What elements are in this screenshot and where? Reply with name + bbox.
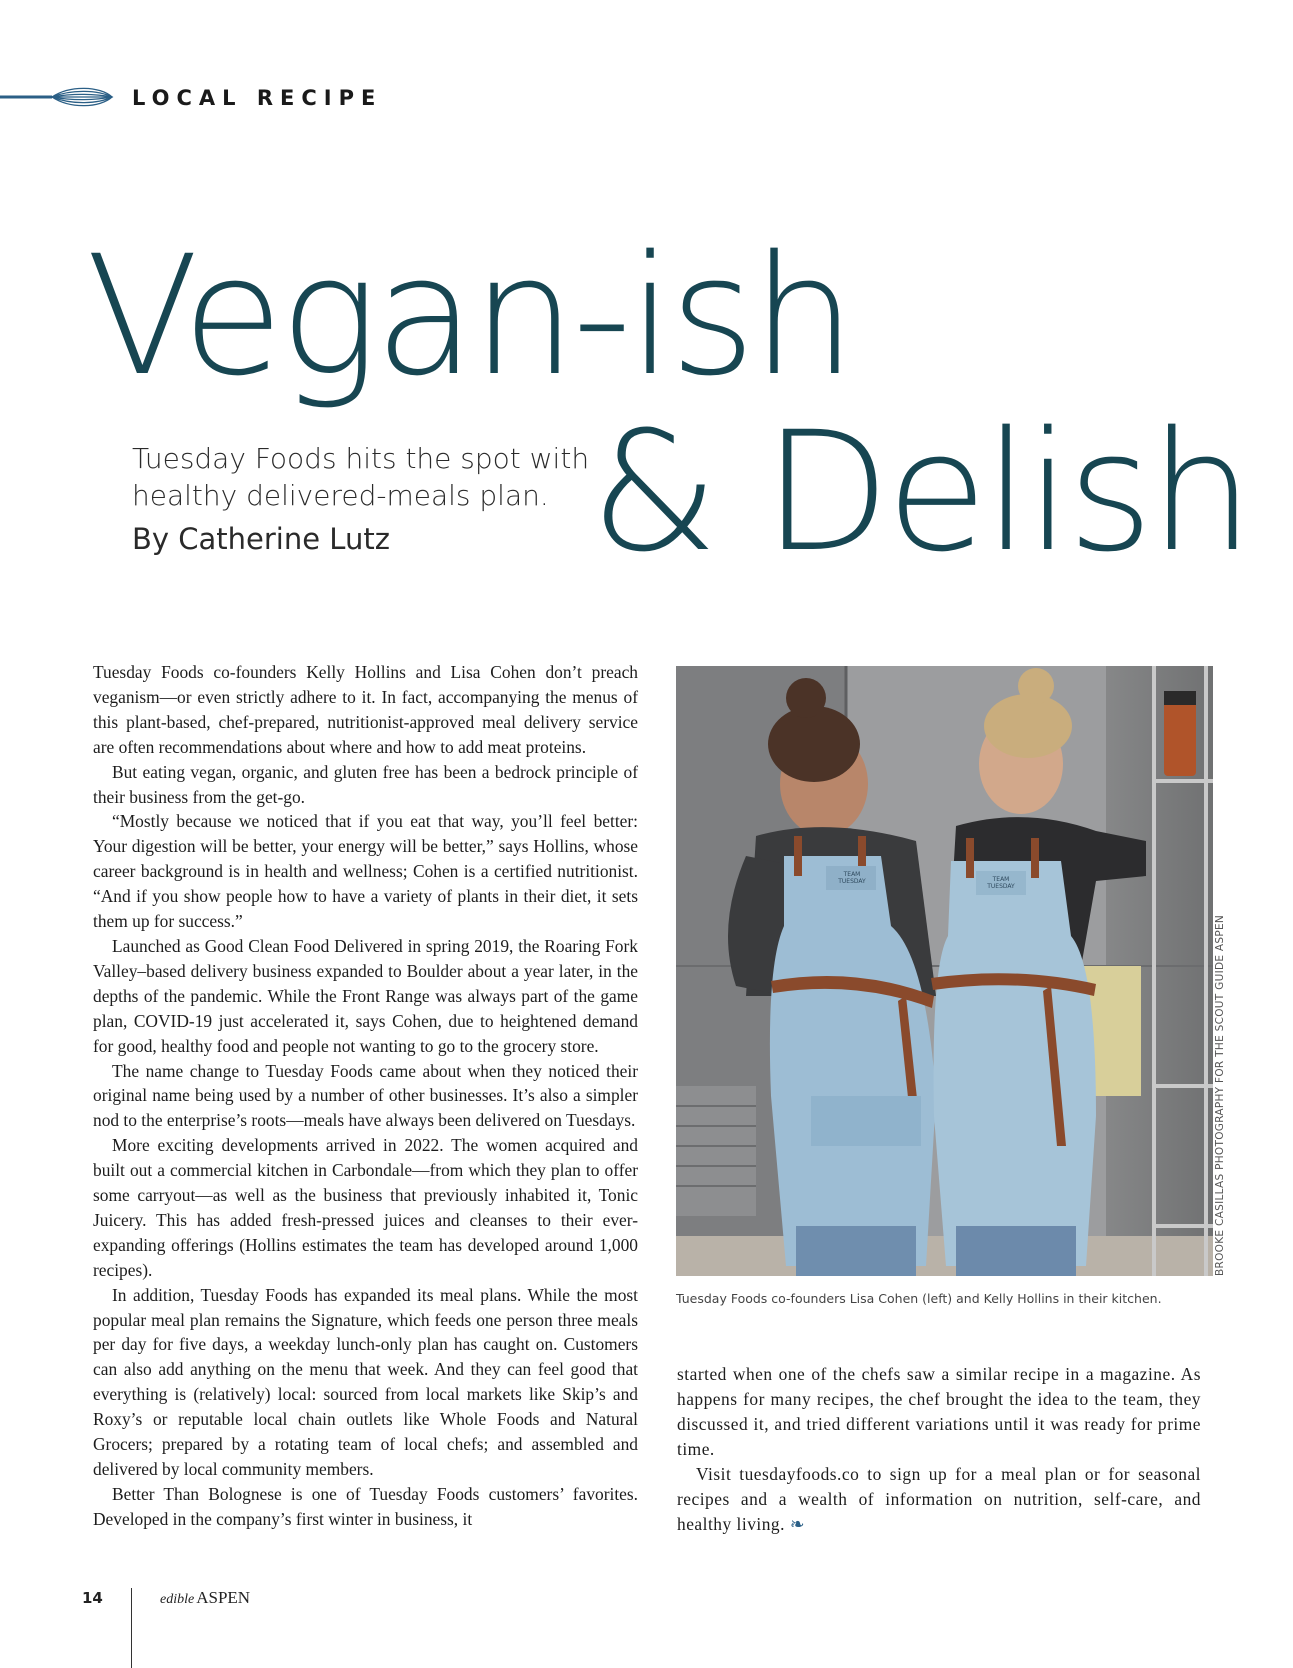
paragraph [677,1462,1201,1537]
paragraph: Tuesday Foods co-founders Kelly Hollins and Lisa Cohen don’t preach veganism—or even strictly adhere to it. In fact, accompanying the menus of this plant-based, chef-prepared, nutritionist-approved meal delivery service are often recommendations about where and how to add meat proteins. [93,662,638,757]
publication-title: ASPEN [196,1588,251,1607]
paragraph: In addition, Tuesday Foods has expanded its meal plans. While the most popular meal plan remains the Signature, which feeds one person three meals per day for five days, a weekday lunch-only plan has caught on. Customers can also add anything on the menu that week. And they can feel good that everything is (relatively) local: sourced from local markets like Skip’s and Roxy’s or reputable local chain outlets like Whole Foods and Natural Grocers; prepared by a rotating team of local chefs; and assembled and delivered by local community members. [93,1284,638,1479]
publication-name [160,1588,250,1608]
headline-line-1: Vegan-ish [86,220,853,412]
article-body-right [677,1362,1201,1537]
article-body-left [93,660,638,1532]
footer-divider [131,1588,132,1668]
photo-credit: BROOKE CASILLAS PHOTOGRAPHY FOR THE SCOUT GUIDE ASPEN [1214,914,1226,1276]
apron-label-left: TEAM TUESDAY [838,871,866,885]
paragraph: More exciting developments arrived in 2022. The women acquired and built out a commercial kitchen in Carbondale—from which they plan to offer some carryout—as well as the business that previously inhabited it, Tonic Juicery. This has added fresh-pressed juices and cleanses to their ever-expanding offerings (Hollins estimates the team has developed around 1,000 recipes). [93,1135,638,1280]
whisk-icon [0,84,115,110]
subheadline: Tuesday Foods hits the spot with healthy delivered-meals plan. [132,442,590,512]
publication-prefix: edible [160,1592,195,1607]
paragraph: The name change to Tuesday Foods came about when they noticed their original name being used by a number of other businesses. It’s also a simpler nod to the enterprise’s roots—meals have always been delivered on Tuesdays. [93,1060,638,1131]
cofounders-photo [676,666,1213,1276]
photo-caption: Tuesday Foods co-founders Lisa Cohen (left) and Kelly Hollins in their kitchen. [676,1291,1162,1306]
paragraph: “Mostly because we noticed that if you eat that way, you’ll feel better: Your digestion will be better, your energy will be better,” says Hollins, whose career background is in health and wellness; Cohen is a certified nutritionist. “And if you show people how to have a variety of plants in their diet, it sets them up for success.” [93,811,638,932]
page-number: 14 [82,1589,103,1607]
paragraph: Better Than Bolognese is one of Tuesday Foods customers’ favorites. Developed in the company’s first winter in business, it [93,1483,638,1529]
section-label: LOCAL RECIPE [132,86,383,110]
paragraph: Launched as Good Clean Food Delivered in spring 2019, the Roaring Fork Valley–based delivery business expanded to Boulder about a year later, in the depths of the pandemic. While the Front Range was always part of the game plan, COVID-19 just accelerated it, says Cohen, due to heightened demand for good, healthy food and people not wanting to go to the grocery store. [93,935,638,1056]
byline: By Catherine Lutz [132,522,390,556]
headline-line-2: & Delish [590,396,1250,588]
apron-label-right: TEAM TUESDAY [987,876,1015,890]
paragraph: But eating vegan, organic, and gluten free has been a bedrock principle of their business from the get-go. [93,761,638,807]
leaf-end-icon: ❧ [789,1514,805,1534]
paragraph: started when one of the chefs saw a similar recipe in a magazine. As happens for many recipes, the chef brought the idea to the team, they discussed it, and tried different variations until it was ready for prime time. [677,1364,1201,1459]
paragraph-text: Visit tuesdayfoods.co to sign up for a meal plan or for seasonal recipes and a wealth of information on nutrition, self-care, and healthy living. [677,1464,1201,1534]
